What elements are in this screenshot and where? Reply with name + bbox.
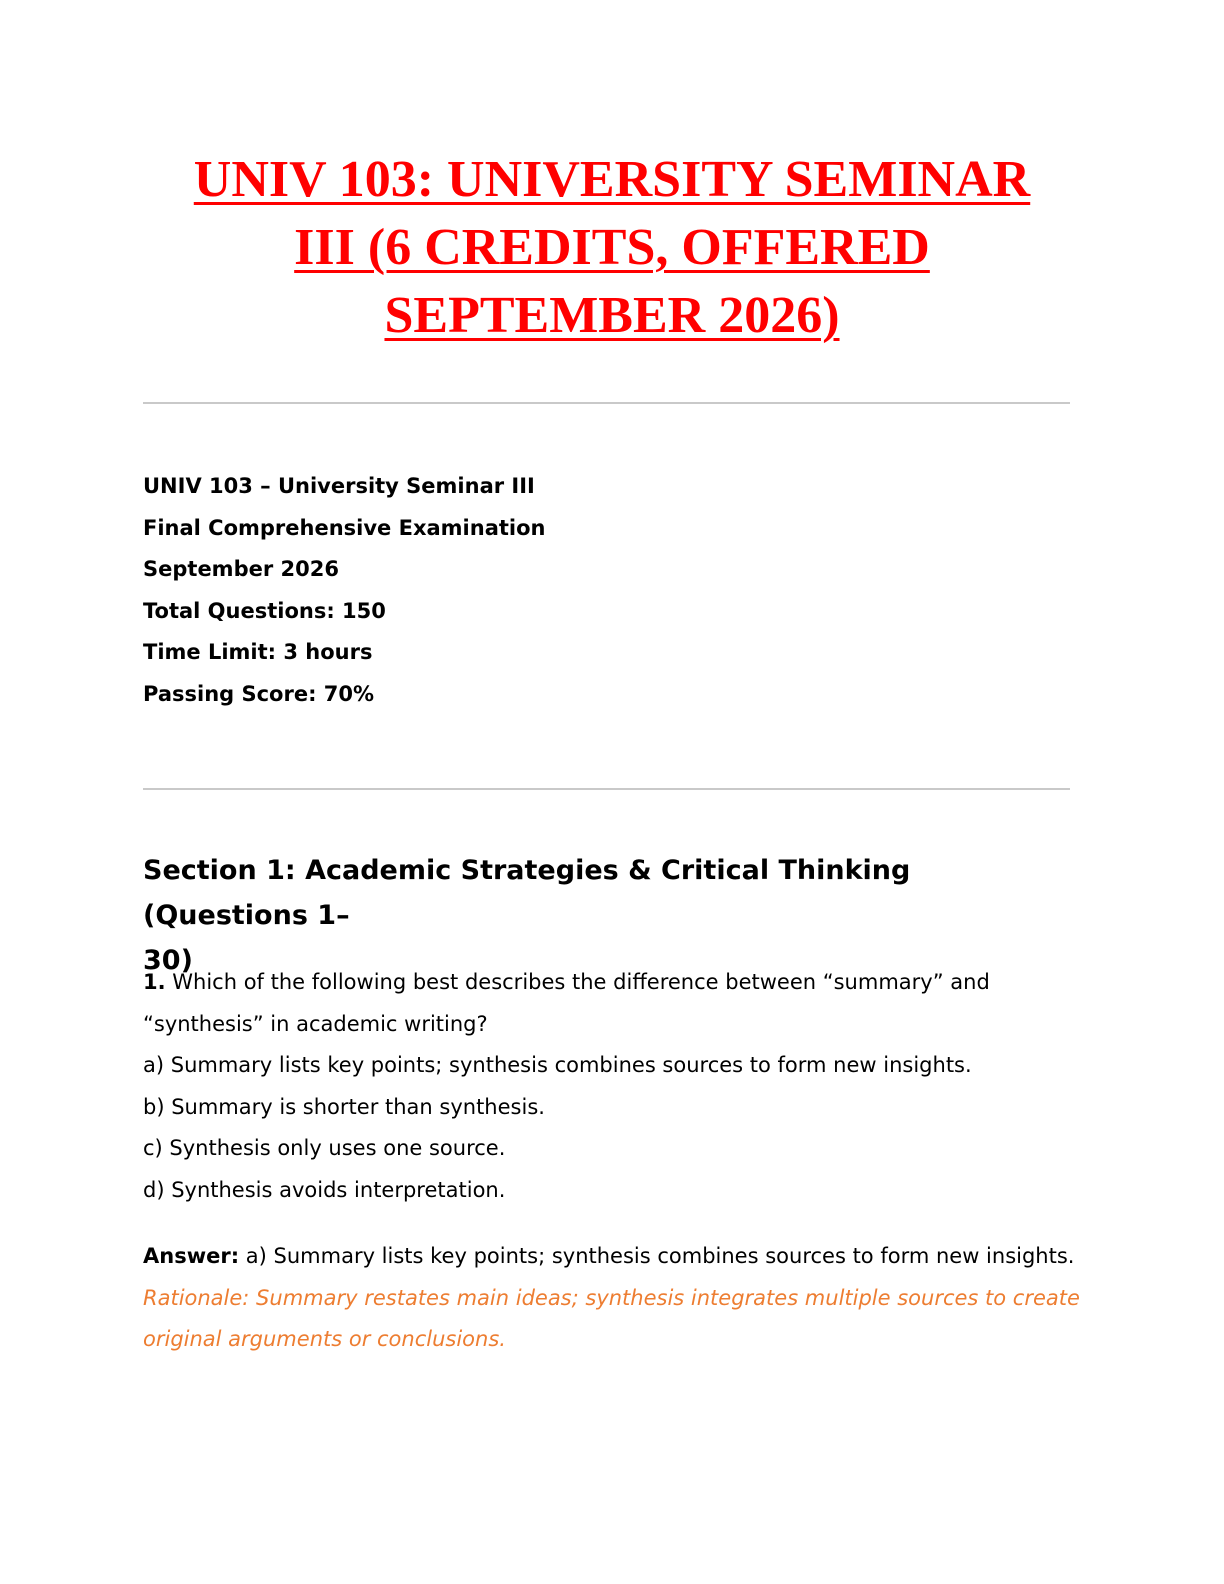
document-title — [140, 146, 1084, 350]
option-a: a) Summary lists key points; synthesis combines sources to form new insights. — [143, 1053, 972, 1078]
exam-course: UNIV 103 – University Seminar III — [143, 474, 535, 498]
question-text-line-1 — [143, 962, 1073, 1004]
option-c: c) Synthesis only uses one source. — [143, 1136, 506, 1161]
section-heading-line-1: Section 1: Academic Strategies & Critical Thinking (Questions 1– — [143, 855, 911, 931]
exam-name: Final Comprehensive Examination — [143, 515, 546, 540]
divider-bottom — [143, 788, 1070, 790]
option-b: b) Summary is shorter than synthesis. — [143, 1094, 545, 1119]
answer-block — [143, 1236, 1080, 1361]
question-text-line-2: “synthesis” in academic writing? — [143, 1011, 488, 1036]
question-1 — [143, 962, 1073, 1212]
title-line-2: III (6 CREDITS, OFFERED — [294, 219, 930, 276]
question-text-part-1: Which of the following best describes the difference between “summary” and — [165, 970, 990, 994]
answer-line — [143, 1236, 1073, 1278]
title-line-3: SEPTEMBER 2026) — [384, 287, 840, 344]
exam-passing-score: Passing Score: 70% — [143, 681, 375, 706]
exam-date: September 2026 — [143, 557, 339, 582]
question-number: 1. — [143, 970, 166, 994]
rationale-line-1: Rationale: Summary restates main ideas; synthesis integrates multiple sources to create — [143, 1285, 1080, 1310]
exam-time-limit: Time Limit: 3 hours — [143, 640, 373, 665]
rationale-line-2: original arguments or conclusions. — [143, 1327, 506, 1352]
option-d: d) Synthesis avoids interpretation. — [143, 1177, 506, 1202]
title-line-1: UNIV 103: UNIVERSITY SEMINAR — [193, 151, 1031, 208]
exam-total-questions: Total Questions: 150 — [143, 598, 386, 623]
answer-text: a) Summary lists key points; synthesis combines sources to form new insights. — [239, 1244, 1075, 1268]
section-heading-line-2: 30) — [143, 945, 193, 976]
divider-top — [143, 402, 1070, 404]
exam-info-block — [143, 466, 1043, 716]
answer-label: Answer: — [143, 1244, 240, 1268]
